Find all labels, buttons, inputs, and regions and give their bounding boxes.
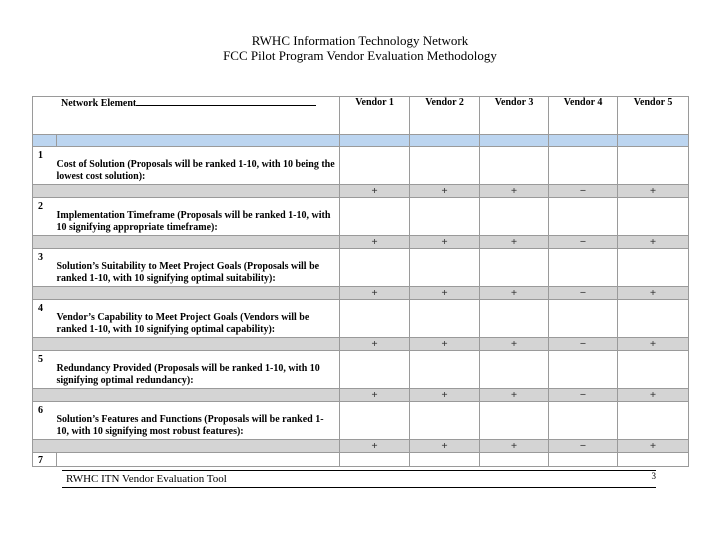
rating-row [33, 287, 689, 300]
score-cell[interactable] [618, 147, 689, 185]
criterion-description: Redundancy Provided (Proposals will be ranked 1-10, with 10 signifying optimal redundancy): [57, 351, 340, 389]
criterion-number: 4 [33, 300, 57, 338]
criterion-row [33, 351, 689, 389]
rating-row [33, 440, 689, 453]
page-number: 3 [651, 471, 656, 481]
blank-line [136, 97, 316, 106]
rating-mark: + [410, 338, 480, 351]
rating-mark: + [618, 236, 689, 249]
rating-mark: + [410, 185, 480, 198]
score-cell[interactable] [340, 249, 410, 287]
score-cell[interactable] [480, 249, 549, 287]
vendor-1-header: Vendor 1 [340, 97, 410, 135]
rating-mark: − [549, 389, 618, 402]
evaluation-table [32, 96, 689, 467]
score-cell[interactable] [480, 300, 549, 338]
score-cell[interactable] [618, 300, 689, 338]
rating-mark: + [480, 338, 549, 351]
spacer-row [33, 135, 689, 147]
criterion-description: Solution’s Features and Functions (Proposals will be ranked 1-10, with 10 signifying most robust features): [57, 402, 340, 440]
rating-mark: + [618, 389, 689, 402]
score-cell[interactable] [549, 249, 618, 287]
rating-row [33, 185, 689, 198]
rating-row [33, 338, 689, 351]
score-cell[interactable] [340, 300, 410, 338]
criterion-number: 6 [33, 402, 57, 440]
score-cell[interactable] [410, 300, 480, 338]
rating-mark: − [549, 236, 618, 249]
rating-mark: − [549, 440, 618, 453]
rating-mark: + [410, 389, 480, 402]
criterion-row [33, 402, 689, 440]
criterion-description: Solution’s Suitability to Meet Project Goals (Proposals will be ranked 1-10, with 10 signifying optimal suitability): [57, 249, 340, 287]
rating-mark: − [549, 287, 618, 300]
criterion-row [33, 453, 689, 467]
criterion-description: Implementation Timeframe (Proposals will be ranked 1-10, with 10 signifying appropriate timeframe): [57, 198, 340, 236]
document-title: RWHC Information Technology Network [251, 33, 469, 48]
rating-mark: − [549, 185, 618, 198]
criterion-row [33, 300, 689, 338]
rating-mark: + [618, 287, 689, 300]
rating-mark: + [480, 185, 549, 198]
score-cell[interactable] [410, 351, 480, 389]
footer-text: RWHC ITN Vendor Evaluation Tool [66, 473, 227, 485]
score-cell[interactable] [340, 198, 410, 236]
score-cell[interactable] [549, 351, 618, 389]
network-element-header [33, 97, 340, 135]
score-cell[interactable] [410, 249, 480, 287]
score-cell[interactable] [618, 198, 689, 236]
rating-row [33, 236, 689, 249]
vendor-5-header: Vendor 5 [618, 97, 689, 135]
rating-mark: + [618, 338, 689, 351]
rating-row [33, 389, 689, 402]
criterion-number: 5 [33, 351, 57, 389]
vendor-3-header: Vendor 3 [480, 97, 549, 135]
criterion-number: 1 [33, 147, 57, 185]
score-cell[interactable] [480, 198, 549, 236]
rating-mark: + [340, 236, 410, 249]
criterion-description: Vendor’s Capability to Meet Project Goals (Vendors will be ranked 1-10, with 10 signifying optimal capability): [57, 300, 340, 338]
score-cell[interactable] [410, 147, 480, 185]
network-element-label: Network Element [61, 98, 137, 109]
page-footer [62, 470, 656, 488]
score-cell[interactable] [549, 300, 618, 338]
rating-mark: + [410, 236, 480, 249]
score-cell[interactable] [549, 198, 618, 236]
rating-mark: − [549, 338, 618, 351]
rating-mark: + [480, 287, 549, 300]
score-cell[interactable] [480, 147, 549, 185]
score-cell[interactable] [480, 351, 549, 389]
criterion-number: 7 [33, 453, 57, 467]
score-cell[interactable] [340, 402, 410, 440]
score-cell[interactable] [549, 147, 618, 185]
criterion-description: Cost of Solution (Proposals will be ranked 1-10, with 10 being the lowest cost solution): [57, 147, 340, 185]
criterion-number: 3 [33, 249, 57, 287]
criterion-row [33, 198, 689, 236]
rating-mark: + [480, 236, 549, 249]
rating-mark: + [340, 440, 410, 453]
score-cell[interactable] [340, 351, 410, 389]
score-cell[interactable] [480, 402, 549, 440]
criterion-number: 2 [33, 198, 57, 236]
score-cell[interactable] [410, 198, 480, 236]
rating-mark: + [480, 389, 549, 402]
criterion-row [33, 147, 689, 185]
score-cell[interactable] [340, 147, 410, 185]
rating-mark: + [340, 185, 410, 198]
criterion-row [33, 249, 689, 287]
header-row [33, 97, 689, 135]
rating-mark: + [410, 440, 480, 453]
vendor-4-header: Vendor 4 [549, 97, 618, 135]
rating-mark: + [340, 389, 410, 402]
rating-mark: + [480, 440, 549, 453]
score-cell[interactable] [410, 402, 480, 440]
rating-mark: + [618, 440, 689, 453]
rating-mark: + [340, 287, 410, 300]
rating-mark: + [410, 287, 480, 300]
document-subtitle: FCC Pilot Program Vendor Evaluation Methodology [223, 48, 497, 63]
vendor-2-header: Vendor 2 [410, 97, 480, 135]
score-cell[interactable] [618, 249, 689, 287]
score-cell[interactable] [549, 402, 618, 440]
score-cell[interactable] [618, 402, 689, 440]
score-cell[interactable] [618, 351, 689, 389]
rating-mark: + [618, 185, 689, 198]
rating-mark: + [340, 338, 410, 351]
